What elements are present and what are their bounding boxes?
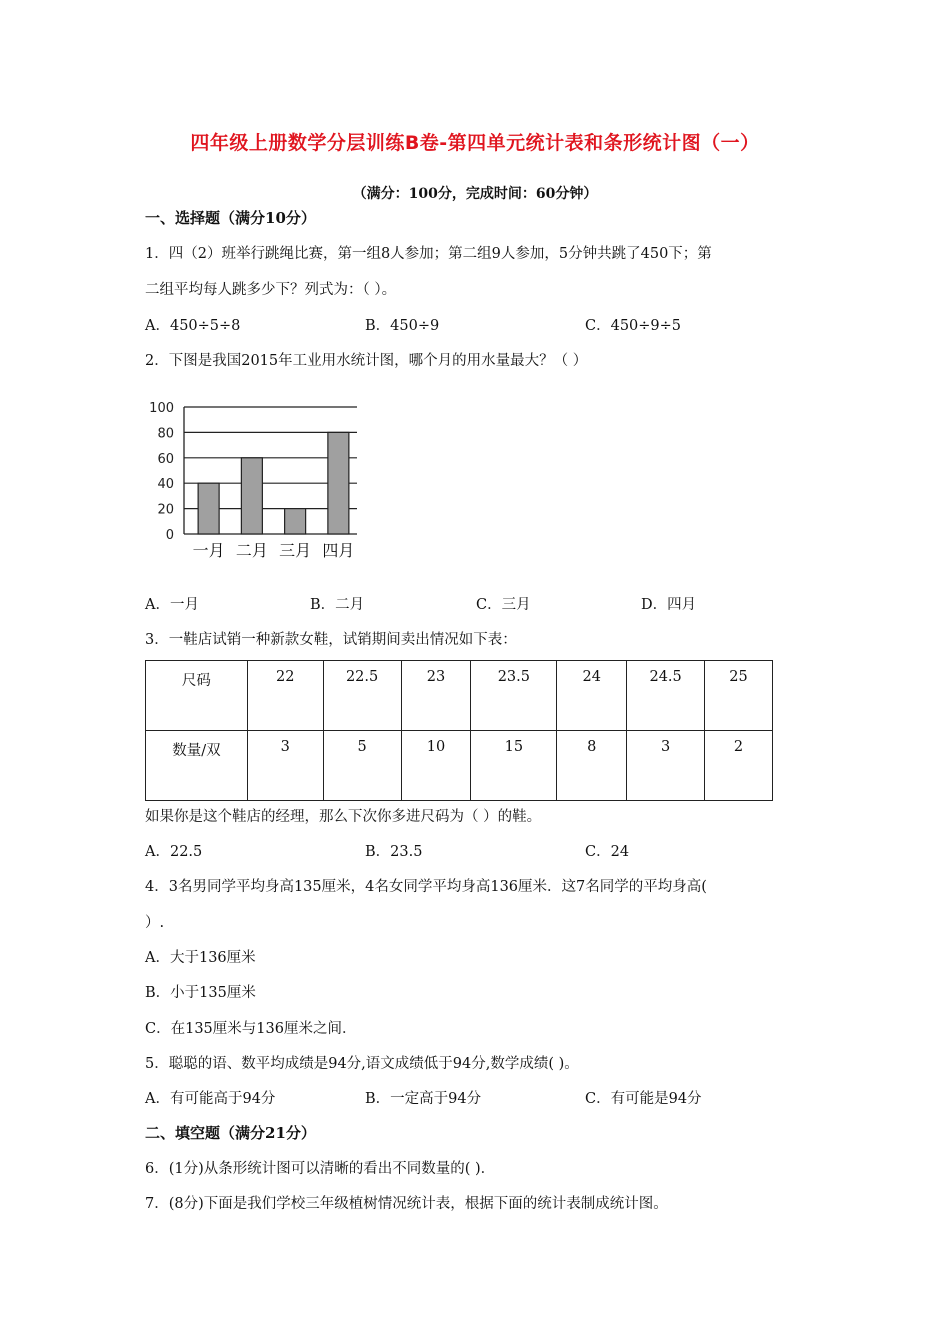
question-1-option-b: B．450÷9 bbox=[365, 318, 440, 334]
table-cell: 2 bbox=[705, 731, 773, 801]
table-cell: 15 bbox=[471, 731, 557, 801]
chart-y-tick-label: 40 bbox=[157, 477, 174, 493]
question-5-option-c: C．有可能是94分 bbox=[585, 1091, 702, 1107]
question-4-option-c: C．在135厘米与136厘米之间． bbox=[145, 1021, 357, 1037]
chart-x-tick-label: 三月 bbox=[279, 541, 312, 560]
question-5-option-a: A．有可能高于94分 bbox=[145, 1091, 276, 1107]
question-6-text: 6．(1分)从条形统计图可以清晰的看出不同数量的( )． bbox=[145, 1161, 496, 1177]
question-2-option-c: C．三月 bbox=[476, 597, 531, 613]
chart-x-tick-label: 四月 bbox=[322, 541, 355, 560]
question-3-option-a: A．22.5 bbox=[145, 844, 203, 860]
table-cell: 5 bbox=[323, 731, 401, 801]
chart-x-ticks bbox=[193, 541, 355, 560]
table-header-size: 尺码 bbox=[146, 661, 248, 731]
water-usage-bar-chart bbox=[140, 390, 380, 570]
question-4-option-b: B．小于135厘米 bbox=[145, 985, 256, 1001]
question-3-option-b: B．23.5 bbox=[365, 844, 423, 860]
question-3-text: 3．一鞋店试销一种新款女鞋，试销期间卖出情况如下表： bbox=[145, 632, 517, 648]
chart-x-tick-label: 一月 bbox=[192, 541, 225, 560]
question-1-line-1: 1．四（2）班举行跳绳比赛，第一组8人参加；第二组9人参加，5分钟共跳了450下；第 bbox=[145, 246, 712, 262]
page-subtitle: （满分：100分，完成时间：60分钟） bbox=[352, 186, 598, 202]
question-5-text: 5．聪聪的语、数平均成绩是94分,语文成绩低于94分,数学成绩( )。 bbox=[145, 1056, 579, 1072]
chart-bar bbox=[285, 509, 306, 534]
chart-y-tick-label: 80 bbox=[157, 426, 174, 442]
chart-y-tick-label: 0 bbox=[165, 528, 174, 543]
table-row-sizes bbox=[146, 661, 773, 731]
question-1-option-a: A．450÷5÷8 bbox=[145, 318, 241, 334]
chart-y-ticks bbox=[149, 401, 174, 543]
question-7-text: 7．(8分)下面是我们学校三年级植树情况统计表，根据下面的统计表制成统计图。 bbox=[145, 1196, 668, 1212]
question-1-line-2: 二组平均每人跳多少下？列式为：（ ）。 bbox=[145, 282, 397, 298]
table-row-counts bbox=[146, 731, 773, 801]
shoe-sales-table bbox=[145, 660, 773, 801]
table-cell: 24 bbox=[557, 661, 627, 731]
chart-x-tick-label: 二月 bbox=[235, 541, 268, 560]
table-cell: 3 bbox=[247, 731, 323, 801]
chart-bar bbox=[198, 483, 219, 534]
chart-y-tick-label: 60 bbox=[157, 451, 174, 467]
question-2-option-d: D．四月 bbox=[641, 597, 697, 613]
question-3-followup: 如果你是这个鞋店的经理，那么下次你多进尺码为（ ）的鞋。 bbox=[145, 809, 542, 825]
table-cell: 24.5 bbox=[627, 661, 705, 731]
question-2-option-b: B．二月 bbox=[310, 597, 365, 613]
question-4-line-1: 4．3名男同学平均身高135厘米，4名女同学平均身高136厘米．这7名同学的平均身高( bbox=[145, 879, 707, 895]
question-2-text: 2．下图是我国2015年工业用水统计图，哪个月的用水量最大？（ ） bbox=[145, 353, 588, 369]
table-cell: 22 bbox=[247, 661, 323, 731]
page-title: 四年级上册数学分层训练B卷-第四单元统计表和条形统计图（一） bbox=[190, 132, 760, 154]
section-heading-choice: 一、选择题（满分10分） bbox=[145, 209, 316, 227]
table-cell: 25 bbox=[705, 661, 773, 731]
table-header-count: 数量/双 bbox=[146, 731, 248, 801]
question-5-option-b: B．一定高于94分 bbox=[365, 1091, 482, 1107]
question-3-option-c: C．24 bbox=[585, 844, 630, 860]
table-cell: 10 bbox=[401, 731, 471, 801]
chart-bar bbox=[328, 432, 349, 534]
table-cell: 22.5 bbox=[323, 661, 401, 731]
table-cell: 3 bbox=[627, 731, 705, 801]
section-heading-fill: 二、填空题（满分21分） bbox=[145, 1124, 316, 1142]
chart-y-tick-label: 20 bbox=[157, 502, 174, 518]
question-2-option-a: A．一月 bbox=[145, 597, 199, 613]
chart-bar bbox=[241, 458, 262, 534]
table-cell: 8 bbox=[557, 731, 627, 801]
question-1-option-c: C．450÷9÷5 bbox=[585, 318, 682, 334]
question-4-line-2: ）. bbox=[145, 915, 165, 931]
chart-y-tick-label: 100 bbox=[149, 401, 174, 416]
question-4-option-a: A．大于136厘米 bbox=[145, 950, 256, 966]
table-cell: 23.5 bbox=[471, 661, 557, 731]
table-cell: 23 bbox=[401, 661, 471, 731]
